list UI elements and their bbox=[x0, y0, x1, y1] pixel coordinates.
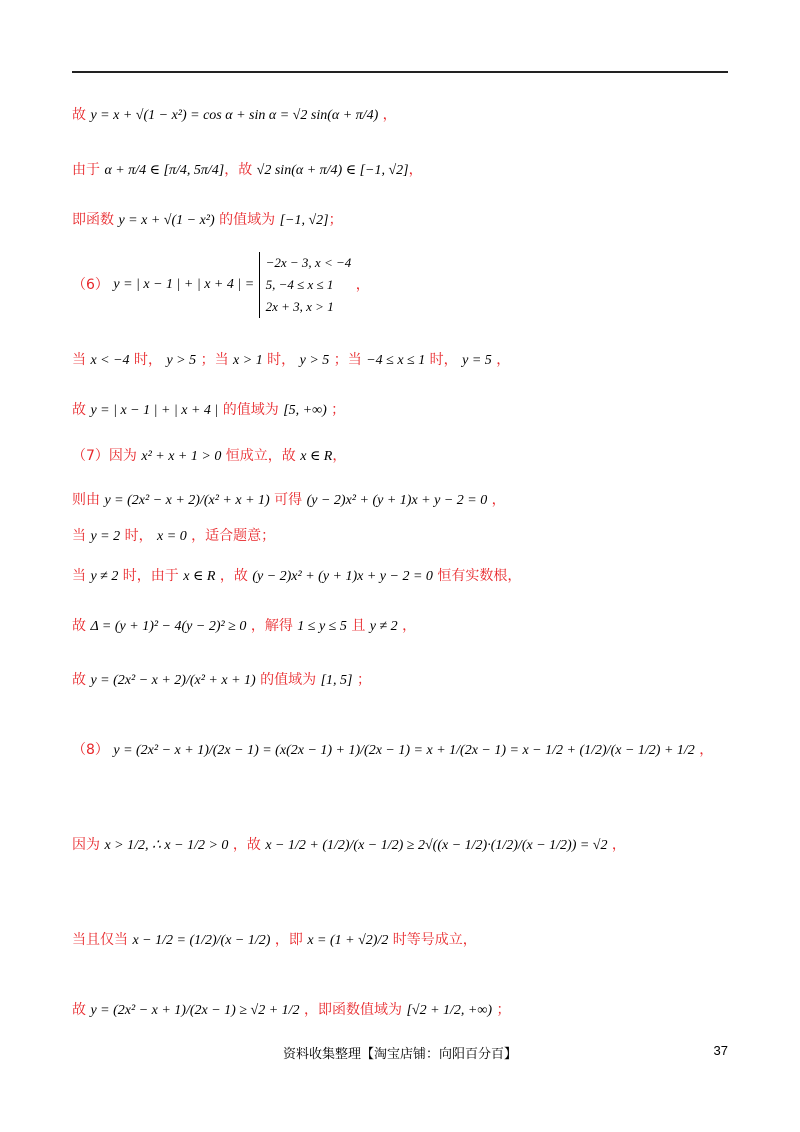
text-run: ； bbox=[492, 1002, 511, 1018]
formula: 1 ≤ y ≤ 5 bbox=[297, 619, 347, 634]
solution-line bbox=[72, 160, 423, 181]
formula: x ∈ R bbox=[300, 449, 333, 464]
text-run: ，适合题意； bbox=[186, 528, 276, 544]
text-run: ，故 bbox=[228, 837, 266, 853]
text-run: ，即 bbox=[270, 932, 308, 948]
formula: [√2 + 1/2, +∞) bbox=[406, 1003, 493, 1018]
text-run: 当 bbox=[72, 528, 91, 544]
text-run: 的值域为 bbox=[255, 672, 321, 688]
text-run: ； bbox=[328, 212, 343, 228]
text-run: 可得 bbox=[269, 492, 307, 508]
text-run: 当 bbox=[72, 568, 91, 584]
case-2: 5, −4 ≤ x ≤ 1 bbox=[265, 277, 334, 292]
text-run: 的值域为 bbox=[218, 402, 284, 418]
text-run: ； bbox=[352, 672, 371, 688]
formula: x > 1/2, ∴ x − 1/2 > 0 bbox=[104, 838, 229, 853]
formula: y = x + √(1 − x²) bbox=[118, 213, 215, 228]
text-run: 且 bbox=[346, 618, 370, 634]
text-run: ， bbox=[694, 742, 714, 758]
formula: α + π/4 ∈ [π/4, 5π/4] bbox=[104, 163, 225, 178]
text-run: 故 bbox=[72, 672, 91, 688]
solution-line bbox=[72, 740, 713, 761]
text-run: 时等号成立， bbox=[388, 932, 477, 948]
piecewise-tail: ， bbox=[355, 277, 370, 293]
solution-line bbox=[72, 400, 345, 421]
text-run: 当 bbox=[72, 352, 91, 368]
solution-line bbox=[72, 835, 626, 856]
text-run: （7）因为 bbox=[72, 448, 142, 464]
case-3: 2x + 3, x > 1 bbox=[265, 299, 334, 314]
text-run: ， bbox=[607, 837, 626, 853]
formula: y = (2x² − x + 2)/(x² + x + 1) bbox=[104, 493, 270, 508]
text-run: ，故 bbox=[224, 162, 257, 178]
text-run: ； bbox=[326, 402, 346, 418]
formula: y ≠ 2 bbox=[369, 619, 398, 634]
text-run: ，即函数值域为 bbox=[299, 1002, 407, 1018]
solution-line bbox=[72, 670, 371, 691]
formula: x > 1 bbox=[233, 353, 263, 368]
text-run: ， bbox=[487, 492, 506, 508]
formula: −4 ≤ x ≤ 1 bbox=[366, 353, 426, 368]
formula: (y − 2)x² + (y + 1)x + y − 2 = 0 bbox=[252, 569, 433, 584]
formula: x = 0 bbox=[157, 529, 187, 544]
text-run: 故 bbox=[72, 1002, 91, 1018]
text-run: ， bbox=[397, 618, 417, 634]
text-run: 故 bbox=[72, 107, 91, 123]
page-number: 37 bbox=[713, 1043, 728, 1058]
text-run: 时， bbox=[425, 352, 463, 368]
text-run: 时， bbox=[129, 352, 167, 368]
solution-line bbox=[72, 566, 521, 587]
formula: y = (2x² − x + 1)/(2x − 1) = (x(2x − 1) + 1)/(2x − 1) = x + 1/(2x − 1) = x − 1/2 + (1/2)/(x − 1/2) + 1/2 bbox=[113, 743, 695, 758]
text-run: ；当 bbox=[196, 352, 234, 368]
piecewise-cases bbox=[259, 252, 352, 318]
solution-line bbox=[72, 105, 397, 126]
formula: x − 1/2 = (1/2)/(x − 1/2) bbox=[132, 933, 271, 948]
formula: √2 sin(α + π/4) ∈ [−1, √2] bbox=[256, 163, 409, 178]
formula: y = 5 bbox=[462, 353, 492, 368]
case-1: −2x − 3, x < −4 bbox=[265, 255, 352, 270]
solution-line bbox=[72, 616, 416, 637]
text-run: ，故 bbox=[215, 568, 253, 584]
text-run: 故 bbox=[72, 618, 91, 634]
text-run: 的值域为 bbox=[214, 212, 280, 228]
header-rule bbox=[72, 71, 728, 73]
text-run: 故 bbox=[72, 402, 91, 418]
text-run: ，解得 bbox=[246, 618, 298, 634]
solution-line bbox=[72, 350, 510, 371]
text-run: ， bbox=[332, 448, 347, 464]
formula: y = (2x² − x + 2)/(x² + x + 1) bbox=[90, 673, 256, 688]
formula: y = 2 bbox=[90, 529, 121, 544]
piecewise-line bbox=[72, 252, 370, 318]
formula: y = x + √(1 − x²) = cos α + sin α = √2 sin(α + π/4) bbox=[90, 108, 379, 123]
text-run: 因为 bbox=[72, 837, 105, 853]
formula: [5, +∞) bbox=[283, 403, 327, 418]
formula: y > 5 bbox=[299, 353, 330, 368]
text-run: 即函数 bbox=[72, 212, 119, 228]
text-run: （8） bbox=[72, 742, 114, 758]
formula: x ∈ R bbox=[183, 569, 216, 584]
text-run: 时，由于 bbox=[118, 568, 184, 584]
item-label: （6） bbox=[72, 277, 109, 293]
formula: x² + x + 1 > 0 bbox=[141, 449, 222, 464]
footer-text: 资料收集整理【淘宝店铺：向阳百分百】 bbox=[282, 1047, 517, 1062]
formula: [−1, √2] bbox=[279, 213, 329, 228]
solution-line bbox=[72, 446, 346, 467]
text-run: ， bbox=[491, 352, 511, 368]
text-run: 时， bbox=[120, 528, 158, 544]
formula: y > 5 bbox=[166, 353, 197, 368]
solution-line bbox=[72, 930, 477, 951]
text-run: ；当 bbox=[329, 352, 367, 368]
formula: x = (1 + √2)/2 bbox=[307, 933, 389, 948]
formula: y = | x − 1 | + | x + 4 | bbox=[90, 403, 219, 418]
text-run: 时， bbox=[262, 352, 300, 368]
formula: Δ = (y + 1)² − 4(y − 2)² ≥ 0 bbox=[90, 619, 247, 634]
formula: [1, 5] bbox=[320, 673, 353, 688]
text-run: ， bbox=[408, 162, 423, 178]
formula: y = (2x² − x + 1)/(2x − 1) ≥ √2 + 1/2 bbox=[90, 1003, 300, 1018]
piecewise-lhs: y = | x − 1 | + | x + 4 | = bbox=[113, 277, 255, 292]
text-run: 当且仅当 bbox=[72, 932, 133, 948]
solution-line bbox=[72, 1000, 510, 1021]
text-run: 由于 bbox=[72, 162, 105, 178]
formula: (y − 2)x² + (y + 1)x + y − 2 = 0 bbox=[306, 493, 488, 508]
solution-line bbox=[72, 210, 343, 231]
formula: y ≠ 2 bbox=[90, 569, 119, 584]
solution-line bbox=[72, 526, 275, 547]
solution-line bbox=[72, 490, 506, 511]
text-run: 则由 bbox=[72, 492, 105, 508]
formula: x − 1/2 + (1/2)/(x − 1/2) ≥ 2√((x − 1/2)·(1/2)/(x − 1/2)) = √2 bbox=[265, 838, 608, 853]
formula: x < −4 bbox=[90, 353, 130, 368]
text-run: 恒成立，故 bbox=[221, 448, 301, 464]
text-run: ， bbox=[378, 107, 397, 123]
text-run: 恒有实数根， bbox=[432, 568, 522, 584]
